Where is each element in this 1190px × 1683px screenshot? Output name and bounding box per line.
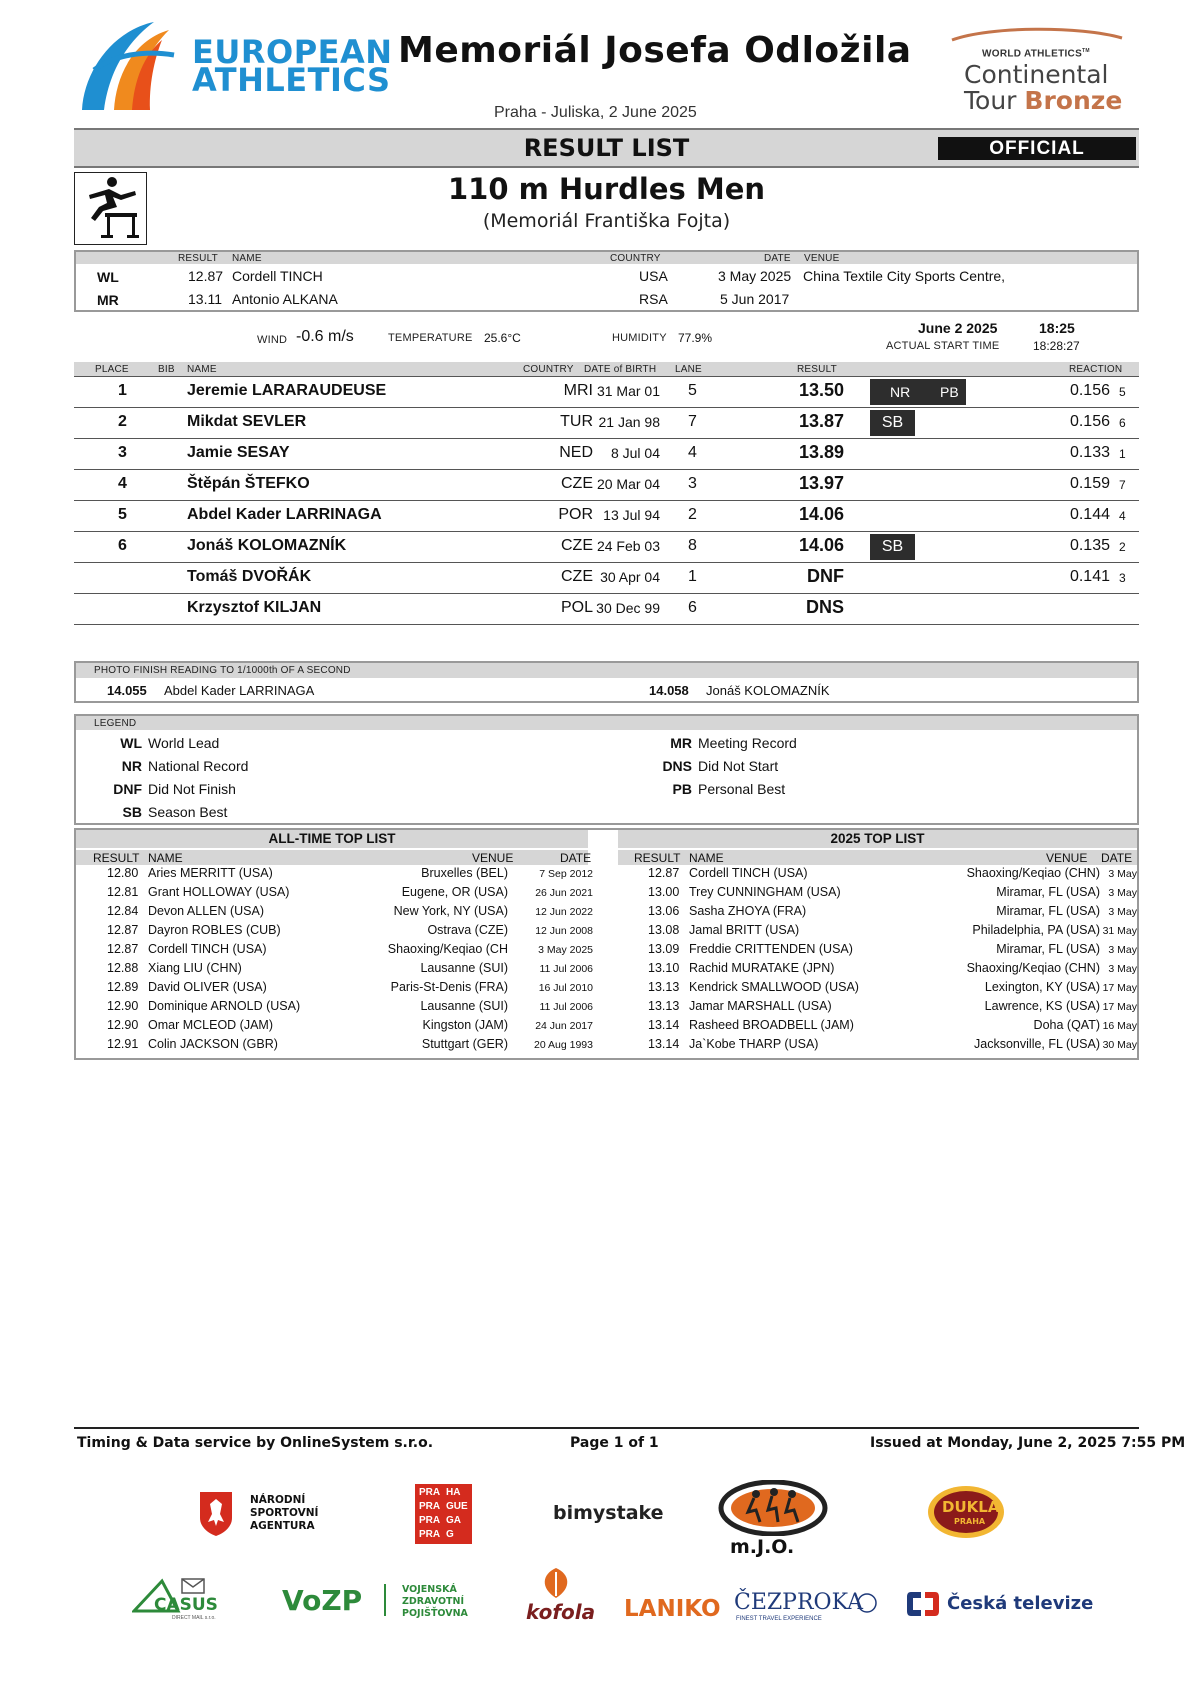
top-list-row xyxy=(74,866,594,885)
tour-line2: Tour Bronze xyxy=(964,86,1123,115)
list-result: 13.14 xyxy=(648,1037,680,1051)
praha-cell: G xyxy=(446,1529,454,1540)
record-code: MR xyxy=(97,292,119,308)
list-name: Jamar MARSHALL (USA) xyxy=(689,999,832,1013)
top-list-row xyxy=(74,904,594,923)
result-time: 14.06 xyxy=(798,535,844,555)
list-venue: Lausanne (SUI) xyxy=(420,961,508,975)
continental-tour-logo xyxy=(950,26,1125,116)
list-venue: Shaoxing/Keqiao (CH xyxy=(387,942,508,956)
legend-abbr: NR xyxy=(121,758,142,774)
country: NED xyxy=(559,444,593,461)
czech-lion-icon xyxy=(198,1490,234,1536)
list-venue: Paris-St-Denis (FRA) xyxy=(390,980,508,994)
list-venue: Lexington, KY (USA) xyxy=(984,980,1100,994)
country: POR xyxy=(558,506,593,523)
photo-finish-name: Jonáš KOLOMAZNÍK xyxy=(706,683,830,698)
year-top-col-venue: VENUE xyxy=(1046,851,1088,865)
record-country: RSA xyxy=(639,291,668,307)
results-col-reaction: REACTION xyxy=(1069,364,1123,375)
laniko-logo: LANIKO xyxy=(624,1596,721,1622)
list-date: 7 Sep 2012 xyxy=(539,868,593,880)
top-list-row xyxy=(618,980,1138,999)
top-list-row xyxy=(74,1037,594,1056)
footer-rule xyxy=(74,1427,1139,1429)
top-list-row xyxy=(74,961,594,980)
casus-logo xyxy=(132,1575,222,1625)
top-list-row xyxy=(74,942,594,961)
lane: 1 xyxy=(688,568,697,585)
result-time: DNF xyxy=(807,566,844,586)
result-row xyxy=(74,408,1139,439)
result-list-label: RESULT LIST xyxy=(523,134,690,162)
list-name: Kendrick SMALLWOOD (USA) xyxy=(689,980,859,994)
athlete-name: Jeremie LARARAUDEUSE xyxy=(187,382,387,399)
list-venue: Kingston (JAM) xyxy=(422,1018,508,1032)
record-venue: China Textile City Sports Centre, xyxy=(803,268,1006,284)
legend-text: National Record xyxy=(148,758,249,774)
list-result: 12.81 xyxy=(107,885,139,899)
record-name: Cordell TINCH xyxy=(232,268,323,284)
praha-cell: PRA xyxy=(419,1529,441,1540)
list-result: 13.00 xyxy=(648,885,680,899)
year-top-col-date: DATE xyxy=(1101,851,1133,865)
list-venue: Miramar, FL (USA) xyxy=(996,904,1100,918)
list-result: 12.91 xyxy=(107,1037,139,1051)
kofola-logo xyxy=(522,1566,596,1636)
result-time: 13.97 xyxy=(798,473,844,493)
reaction-time: 0.141 xyxy=(1069,568,1110,585)
wind-label: WIND xyxy=(257,334,288,346)
tour-swoosh-icon xyxy=(950,26,1125,46)
legend-abbr: PB xyxy=(672,781,692,797)
kofola-text: kofola xyxy=(526,1600,596,1624)
list-date: 11 Jul 2006 xyxy=(539,963,593,975)
org-name-line2: ATHLETICS xyxy=(192,61,391,99)
list-date: 17 May xyxy=(1102,1001,1137,1013)
date-of-birth: 31 Mar 01 xyxy=(596,383,660,399)
legend-text: World Lead xyxy=(148,735,220,751)
vozp-logo: VoZP xyxy=(282,1584,363,1617)
year-top-col-result: RESULT xyxy=(634,851,681,865)
praha-cell: PRA xyxy=(419,1501,441,1512)
list-result: 12.87 xyxy=(107,923,139,937)
list-name: Rasheed BROADBELL (JAM) xyxy=(689,1018,854,1032)
list-name: Cordell TINCH (USA) xyxy=(689,866,808,880)
lane: 5 xyxy=(688,382,697,399)
list-venue: Lausanne (SUI) xyxy=(420,999,508,1013)
date-of-birth: 24 Feb 03 xyxy=(596,538,660,554)
top-list-row xyxy=(74,980,594,999)
results-col-name: NAME xyxy=(187,364,217,375)
ct-text: Česká televize xyxy=(947,1593,1094,1614)
humidity-label: HUMIDITY xyxy=(612,332,667,344)
athlete-name: Štěpán ŠTEFKO xyxy=(187,475,310,492)
list-venue: Shaoxing/Keqiao (CHN) xyxy=(966,961,1100,975)
list-venue: Doha (QAT) xyxy=(1033,1018,1100,1032)
athlete-name: Tomáš DVOŘÁK xyxy=(187,568,312,585)
list-name: Grant HOLLOWAY (USA) xyxy=(148,885,290,899)
list-date: 31 May xyxy=(1102,925,1137,937)
result-time: 14.06 xyxy=(798,504,844,524)
badge-sb: SB xyxy=(870,410,915,436)
country: MRI xyxy=(563,382,593,399)
legend-text: Personal Best xyxy=(698,781,786,797)
actual-start-value: 18:28:27 xyxy=(1033,339,1080,353)
records-col-result: RESULT xyxy=(178,253,218,264)
list-date: 3 May xyxy=(1108,944,1137,956)
list-name: Rachid MURATAKE (JPN) xyxy=(689,961,835,975)
athlete-name: Mikdat SEVLER xyxy=(187,413,307,430)
actual-start-label: ACTUAL START TIME xyxy=(886,340,1000,352)
list-name: Omar MCLEOD (JAM) xyxy=(148,1018,273,1032)
cezproka-sub: FINEST TRAVEL EXPERIENCE xyxy=(736,1616,822,1622)
list-venue: Miramar, FL (USA) xyxy=(996,942,1100,956)
place: 4 xyxy=(118,475,127,492)
tour-small-title: WORLD ATHLETICS™ xyxy=(982,48,1090,60)
list-result: 12.80 xyxy=(107,866,139,880)
results-col-lane: LANE xyxy=(675,364,702,375)
runners-icon xyxy=(718,1480,828,1536)
result-time: 13.89 xyxy=(798,442,844,462)
date-of-birth: 13 Jul 94 xyxy=(603,507,660,523)
vozp-divider xyxy=(384,1584,386,1616)
athlete-name: Jamie SESAY xyxy=(187,444,290,461)
praha-cell: HA xyxy=(446,1487,461,1498)
result-row xyxy=(74,532,1139,563)
record-date: 5 Jun 2017 xyxy=(720,291,790,307)
reaction-time: 0.156 xyxy=(1069,382,1110,399)
list-date: 12 Jun 2008 xyxy=(535,925,593,937)
lane: 6 xyxy=(688,599,697,616)
place: 6 xyxy=(118,537,127,554)
list-result: 12.89 xyxy=(107,980,139,994)
result-row xyxy=(74,470,1139,501)
all-time-col-date: DATE xyxy=(560,851,592,865)
list-name: Sasha ZHOYA (FRA) xyxy=(689,904,807,918)
list-name: Dayron ROBLES (CUB) xyxy=(148,923,281,937)
badge-sb: SB xyxy=(870,534,915,560)
list-name: Jamal BRITT (USA) xyxy=(689,923,800,937)
meeting-title: Memoriál Josefa Odložila xyxy=(398,30,912,71)
result-row xyxy=(74,563,1139,594)
top-list-row xyxy=(618,866,1138,885)
list-name: Dominique ARNOLD (USA) xyxy=(148,999,301,1013)
european-athletics-logo xyxy=(74,10,393,120)
date-of-birth: 21 Jan 98 xyxy=(598,414,660,430)
result-row xyxy=(74,501,1139,532)
results-col-result: RESULT xyxy=(797,364,837,375)
humidity-value: 77.9% xyxy=(678,331,713,345)
list-result: 12.84 xyxy=(107,904,139,918)
reaction-rank: 1 xyxy=(1119,447,1126,461)
event-subtitle: (Memoriál Františka Fojta) xyxy=(482,210,731,232)
list-date: 26 Jun 2021 xyxy=(535,887,593,899)
records-col-country: COUNTRY xyxy=(610,253,661,264)
date-of-birth: 30 Dec 99 xyxy=(596,600,660,616)
reaction-rank: 7 xyxy=(1119,478,1126,492)
list-date: 12 Jun 2022 xyxy=(535,906,593,918)
list-name: David OLIVER (USA) xyxy=(148,980,267,994)
photo-finish-time: 14.058 xyxy=(649,683,689,698)
all-time-col-name: NAME xyxy=(148,851,183,865)
vozp-line3: POJIŠŤOVNA xyxy=(402,1608,468,1619)
praha-logo xyxy=(415,1484,472,1544)
list-date: 3 May xyxy=(1108,887,1137,899)
reaction-time: 0.133 xyxy=(1069,444,1110,461)
vozp-line2: ZDRAVOTNÍ xyxy=(402,1596,465,1607)
place: 5 xyxy=(118,506,127,523)
dukla-logo xyxy=(926,1484,1006,1540)
lane: 3 xyxy=(688,475,697,492)
top-list-row xyxy=(74,885,594,904)
list-result: 12.87 xyxy=(648,866,680,880)
country: CZE xyxy=(561,568,593,585)
photo-finish-label: PHOTO FINISH READING TO 1/1000th OF A SECOND xyxy=(94,665,351,676)
dukla-sub: PRAHA xyxy=(954,1517,986,1526)
bimystake-logo: bimystake xyxy=(553,1502,664,1524)
praha-cell: GUE xyxy=(446,1501,468,1512)
lane: 4 xyxy=(688,444,697,461)
ct-mark-icon xyxy=(905,1590,941,1618)
list-name: Xiang LIU (CHN) xyxy=(148,961,242,975)
list-date: 3 May xyxy=(1108,906,1137,918)
location-date: Praha - Juliska, 2 June 2025 xyxy=(494,104,697,121)
all-time-title: ALL-TIME TOP LIST xyxy=(268,831,396,846)
legend-label: LEGEND xyxy=(94,718,137,729)
list-venue: Shaoxing/Keqiao (CHN) xyxy=(966,866,1100,880)
list-result: 12.88 xyxy=(107,961,139,975)
list-date: 16 May xyxy=(1102,1020,1137,1032)
vozp-line1: VOJENSKÁ xyxy=(402,1584,457,1595)
list-result: 12.90 xyxy=(107,1018,139,1032)
org-name-line1: EUROPEAN xyxy=(192,33,393,71)
result-time: 13.50 xyxy=(798,380,844,400)
nsa-line3: AGENTURA xyxy=(250,1520,315,1532)
list-date: 17 May xyxy=(1102,982,1137,994)
results-col-place: PLACE xyxy=(95,364,129,375)
nsa-line2: SPORTOVNÍ xyxy=(250,1507,319,1519)
reaction-time: 0.156 xyxy=(1069,413,1110,430)
event-time: 18:25 xyxy=(1039,320,1075,336)
legend-text: Meeting Record xyxy=(698,735,797,751)
place: 3 xyxy=(118,444,127,461)
event-name: 110 m Hurdles Men xyxy=(447,172,766,206)
list-venue: Philadelphia, PA (USA) xyxy=(972,923,1100,937)
cezproka-logo xyxy=(734,1590,884,1626)
all-time-col-result: RESULT xyxy=(93,851,140,865)
year-top-col-name: NAME xyxy=(689,851,724,865)
list-name: Aries MERRITT (USA) xyxy=(148,866,273,880)
top-list-row xyxy=(618,923,1138,942)
list-result: 13.08 xyxy=(648,923,680,937)
ceska-televize-logo xyxy=(905,1590,1095,1620)
footer-timing: Timing & Data service by OnlineSystem s.r.o. xyxy=(77,1435,434,1451)
list-name: Freddie CRITTENDEN (USA) xyxy=(689,942,853,956)
top-list-row xyxy=(618,904,1138,923)
list-result: 13.14 xyxy=(648,1018,680,1032)
place: 2 xyxy=(118,413,127,430)
legend-text: Did Not Finish xyxy=(148,781,236,797)
country: CZE xyxy=(561,537,593,554)
event-date: June 2 2025 xyxy=(918,320,998,336)
date-of-birth: 20 Mar 04 xyxy=(596,476,660,492)
dukla-text: DUKLA xyxy=(942,1498,1000,1516)
temperature-value: 25.6°C xyxy=(484,331,521,345)
wind-value: -0.6 m/s xyxy=(296,328,354,345)
footer-page: Page 1 of 1 xyxy=(570,1435,659,1451)
lane: 7 xyxy=(688,413,697,430)
list-result: 13.13 xyxy=(648,980,680,994)
reaction-rank: 6 xyxy=(1119,416,1126,430)
badge-pb: PB xyxy=(940,384,959,400)
list-result: 13.13 xyxy=(648,999,680,1013)
reaction-time: 0.144 xyxy=(1069,506,1110,523)
list-venue: Jacksonville, FL (USA) xyxy=(974,1037,1100,1051)
record-code: WL xyxy=(97,269,119,285)
cezproka-text: ČEZPROKA xyxy=(734,1590,864,1615)
country: TUR xyxy=(560,413,593,430)
nsa-line1: NÁRODNÍ xyxy=(250,1494,306,1506)
top-list-row xyxy=(618,942,1138,961)
list-result: 13.06 xyxy=(648,904,680,918)
list-name: Ja`Kobe THARP (USA) xyxy=(689,1037,819,1051)
official-badge: OFFICIAL xyxy=(938,137,1136,160)
reaction-rank: 2 xyxy=(1119,540,1126,554)
top-list-row xyxy=(618,1018,1138,1037)
result-time: 13.87 xyxy=(798,411,844,431)
list-venue: Ostrava (CZE) xyxy=(427,923,508,937)
reaction-rank: 4 xyxy=(1119,509,1126,523)
date-of-birth: 8 Jul 04 xyxy=(610,445,660,461)
kofola-leaf-icon xyxy=(536,1566,576,1600)
list-result: 12.90 xyxy=(107,999,139,1013)
lane: 8 xyxy=(688,537,697,554)
legend-abbr: DNF xyxy=(113,781,142,797)
date-of-birth: 30 Apr 04 xyxy=(600,569,660,585)
lane: 2 xyxy=(688,506,697,523)
legend-header xyxy=(76,716,1137,730)
results-col-dob: DATE of BIRTH xyxy=(584,364,657,375)
list-venue: Miramar, FL (USA) xyxy=(996,885,1100,899)
list-result: 13.09 xyxy=(648,942,680,956)
records-col-date: DATE xyxy=(764,253,791,264)
record-date: 3 May 2025 xyxy=(718,268,792,284)
record-result: 13.11 xyxy=(188,291,222,307)
tour-line1: Continental xyxy=(964,60,1109,89)
list-venue: Eugene, OR (USA) xyxy=(401,885,508,899)
photo-finish-name: Abdel Kader LARRINAGA xyxy=(164,683,315,698)
footer-issued: Issued at Monday, June 2, 2025 7:55 PM xyxy=(870,1435,1186,1451)
legend-abbr: SB xyxy=(122,804,142,820)
temperature-label: TEMPERATURE xyxy=(388,332,473,344)
legend-text: Season Best xyxy=(148,804,228,820)
list-result: 13.10 xyxy=(648,961,680,975)
list-result: 12.87 xyxy=(107,942,139,956)
list-venue: New York, NY (USA) xyxy=(393,904,508,918)
list-name: Trey CUNNINGHAM (USA) xyxy=(689,885,841,899)
country: CZE xyxy=(561,475,593,492)
results-col-bib: BIB xyxy=(158,364,175,375)
record-result: 12.87 xyxy=(188,268,224,284)
legend-text: Did Not Start xyxy=(698,758,779,774)
legend-abbr: MR xyxy=(670,735,692,751)
country: POL xyxy=(560,599,593,616)
badge-nr: NR xyxy=(870,379,966,405)
record-country: USA xyxy=(639,268,668,284)
list-date: 3 May 2025 xyxy=(538,944,593,956)
photo-finish-time: 14.055 xyxy=(107,683,147,698)
result-time: DNS xyxy=(805,597,844,617)
year-top-title: 2025 TOP LIST xyxy=(830,831,925,846)
results-col-country: COUNTRY xyxy=(523,364,574,375)
list-venue: Stuttgart (GER) xyxy=(421,1037,508,1051)
top-list-row xyxy=(74,999,594,1018)
reaction-rank: 3 xyxy=(1119,571,1126,585)
mjo-logo xyxy=(718,1480,828,1558)
list-date: 3 May xyxy=(1108,868,1137,880)
top-list-row xyxy=(618,999,1138,1018)
top-list-row xyxy=(618,885,1138,904)
result-row xyxy=(74,439,1139,470)
list-date: 24 Jun 2017 xyxy=(535,1020,593,1032)
list-venue: Bruxelles (BEL) xyxy=(421,866,508,880)
casus-sub: DIRECT MAIL s.r.o. xyxy=(172,1615,216,1621)
cezproka-badge-icon xyxy=(856,1592,878,1614)
praha-cell: PRA xyxy=(419,1487,441,1498)
reaction-rank: 5 xyxy=(1119,385,1126,399)
legend-abbr: DNS xyxy=(662,758,692,774)
list-name: Cordell TINCH (USA) xyxy=(148,942,267,956)
list-date: 16 Jul 2010 xyxy=(538,982,593,994)
athlete-name: Abdel Kader LARRINAGA xyxy=(187,506,382,523)
mjo-text: m.J.O. xyxy=(730,1536,795,1558)
records-col-venue: VENUE xyxy=(804,253,840,264)
list-name: Colin JACKSON (GBR) xyxy=(148,1037,278,1051)
praha-cell: GA xyxy=(446,1515,461,1526)
list-venue: Lawrence, KS (USA) xyxy=(984,999,1100,1013)
reaction-time: 0.135 xyxy=(1069,537,1110,554)
place: 1 xyxy=(118,382,127,399)
athlete-name: Jonáš KOLOMAZNÍK xyxy=(187,537,347,554)
top-list-row xyxy=(74,923,594,942)
list-date: 20 Aug 1993 xyxy=(534,1039,593,1051)
top-list-row xyxy=(618,1037,1138,1056)
list-date: 30 May xyxy=(1102,1039,1137,1051)
all-time-col-venue: VENUE xyxy=(472,851,514,865)
result-row xyxy=(74,377,1139,408)
record-name: Antonio ALKANA xyxy=(232,291,338,307)
casus-text: CASUS xyxy=(154,1595,218,1615)
top-list-row xyxy=(618,961,1138,980)
athlete-name: Krzysztof KILJAN xyxy=(187,599,322,616)
nsa-logo xyxy=(198,1490,328,1538)
top-list-row xyxy=(74,1018,594,1037)
legend-abbr: WL xyxy=(120,735,142,751)
result-row xyxy=(74,594,1139,625)
reaction-time: 0.159 xyxy=(1069,475,1110,492)
list-date: 11 Jul 2006 xyxy=(539,1001,593,1013)
list-date: 3 May xyxy=(1108,963,1137,975)
records-col-name: NAME xyxy=(232,253,262,264)
praha-cell: PRA xyxy=(419,1515,441,1526)
european-athletics-swoosh-icon xyxy=(74,10,184,120)
list-name: Devon ALLEN (USA) xyxy=(148,904,265,918)
